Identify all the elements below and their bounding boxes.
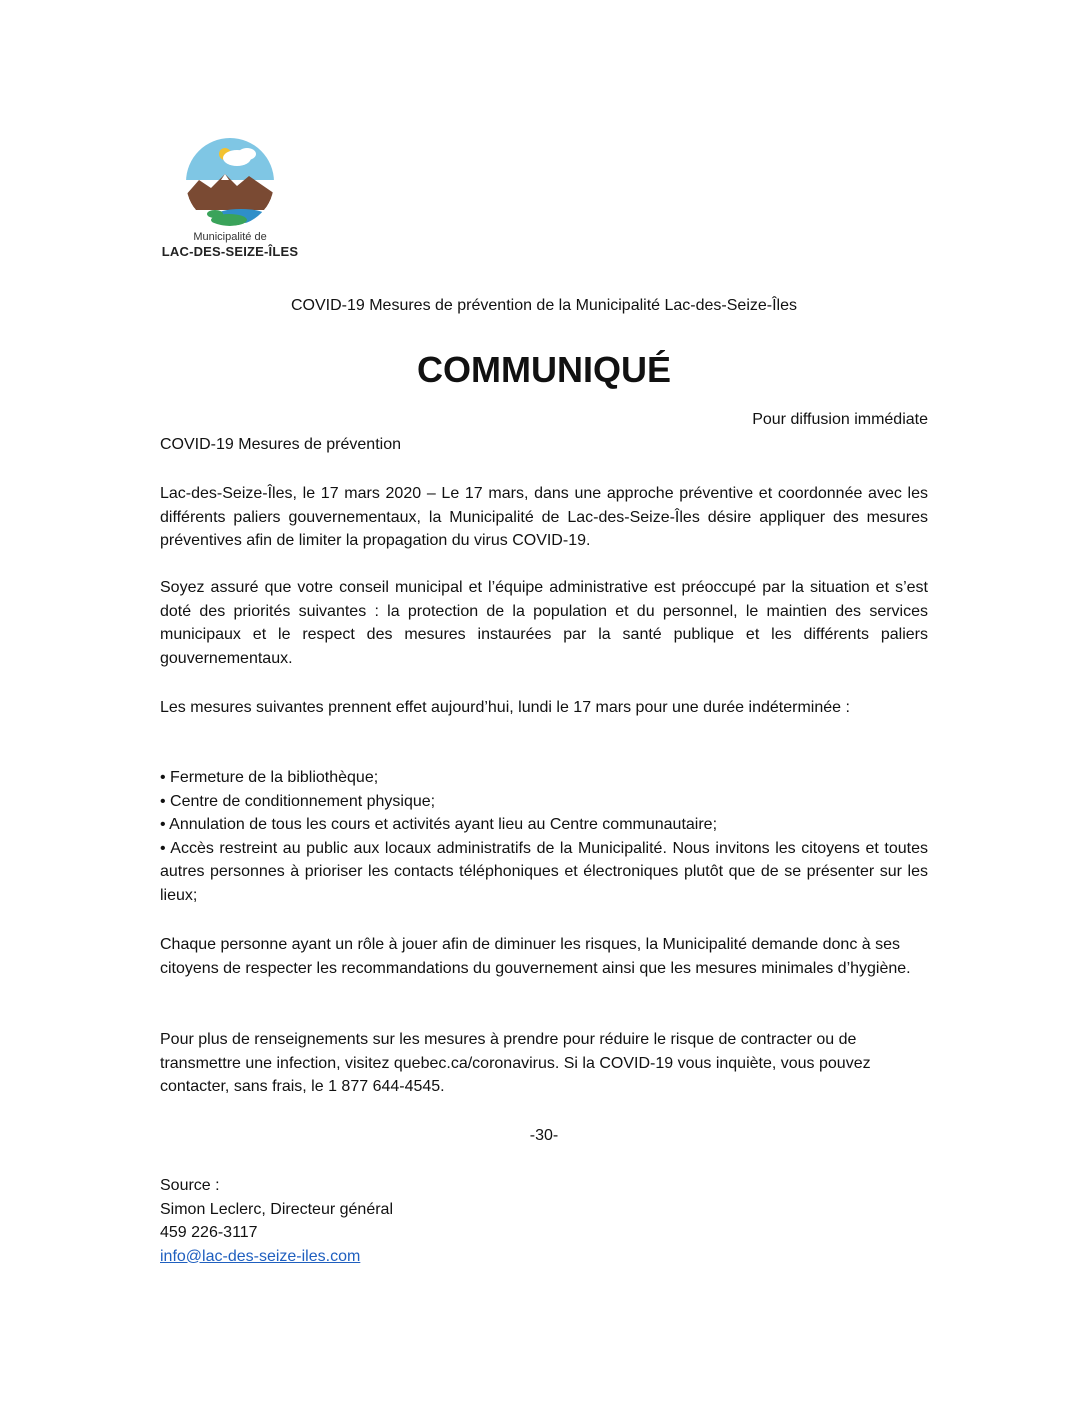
paragraph-hygiene: Chaque personne ayant un rôle à jouer afin de diminuer les risques, la Municipalité demande donc à ses citoyens de respecter les recommandations du gouvernement ainsi que les mesures minimales d’hygiène. <box>160 936 911 977</box>
end-mark: -30- <box>529 1127 559 1144</box>
list-item: • Accès restreint au public aux locaux administratifs de la Municipalité. Nous invitons les citoyens et toutes autres personnes à prioriser les contacts téléphoniques et électroniques plutôt que de se présenter sur les lieux; <box>160 839 928 904</box>
sub-heading: COVID-19 Mesures de prévention <box>160 436 401 453</box>
paragraph-intro: Lac-des-Seize-Îles, le 17 mars 2020 – Le 17 mars, dans une approche préventive et coordonnée avec les différents paliers gouvernementaux, la Municipalité de Lac-des-Seize-Îles désire appliquer des mesures préventives afin de limiter la propagation du virus COVID-19. <box>160 485 928 549</box>
list-item: • Fermeture de la bibliothèque; <box>160 769 379 786</box>
source-phone: 459 226-3117 <box>160 1224 258 1241</box>
list-item: • Centre de conditionnement physique; <box>160 792 436 810</box>
municipality-logo <box>160 136 300 264</box>
source-label: Source : <box>160 1177 220 1194</box>
paragraph-priorities: Soyez assuré que votre conseil municipal et l’équipe administrative est préoccupé par la situation et s’est doté des priorités suivantes : la protection de la population et du personnel, le maintien des services municipaux et le respect des mesures instaurées par la santé publique et les différents paliers gouvernementaux. <box>160 579 928 667</box>
source-block <box>160 1174 393 1268</box>
paragraph-info: Pour plus de renseignements sur les mesures à prendre pour réduire le risque de contracter ou de transmettre une infection, visitez quebec.ca/coronavirus. Si la COVID-19 vous inquiète, vous pouvez contacter, sans frais, le 1 877 644-4545. <box>160 1031 871 1095</box>
logo-line-2: LAC-DES-SEIZE-ÎLES <box>161 244 299 259</box>
measures-list <box>160 766 928 907</box>
logo-emblem-icon <box>185 136 275 228</box>
list-item: • Annulation de tous les cours et activités ayant lieu au Centre communautaire; <box>160 816 718 833</box>
source-email-link[interactable]: info@lac-des-seize-iles.com <box>160 1247 361 1265</box>
logo-line-1: Municipalité de <box>193 231 267 243</box>
release-note: Pour diffusion immédiate <box>752 411 928 428</box>
page-title: COMMUNIQUÉ <box>417 349 671 390</box>
source-name: Simon Leclerc, Directeur général <box>160 1200 393 1218</box>
document-subject: COVID-19 Mesures de prévention de la Municipalité Lac-des-Seize-Îles <box>290 297 797 314</box>
paragraph-measures-intro: Les mesures suivantes prennent effet aujourd’hui, lundi le 17 mars pour une durée indéterminée : <box>160 699 850 716</box>
